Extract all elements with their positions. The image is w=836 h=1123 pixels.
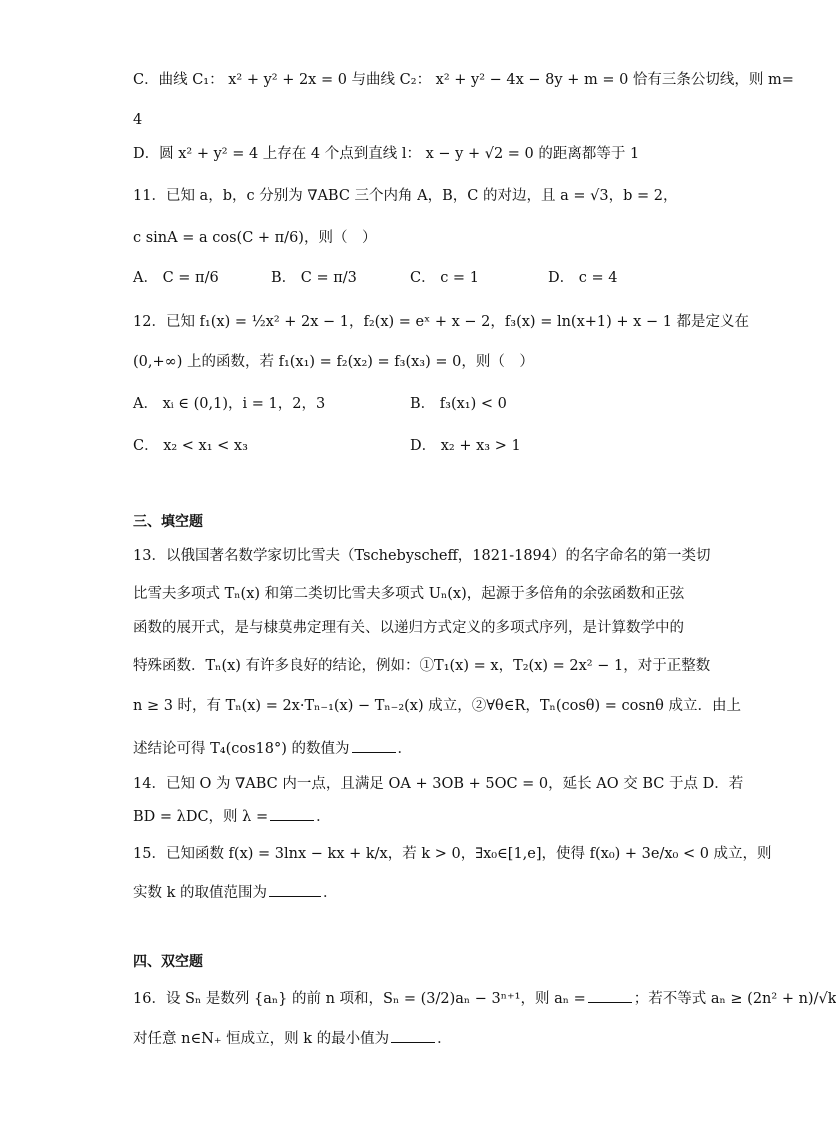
section-fill-in-heading: 三、填空题 [133, 514, 203, 530]
q10-option-c-line1: C．曲线 C₁： x² + y² + 2x = 0 与曲线 C₂： x² + y² − 4x − 8y + m = 0 恰有三条公切线，则 m= [133, 72, 794, 88]
q12-choice-d: D． x₂ + x₃ > 1 [410, 438, 521, 454]
q16-line1 [133, 988, 836, 1009]
q16-line2 [133, 1028, 734, 1049]
q16-line2-text: 对任意 n∈N₊ 恒成立，则 k 的最小值为 [133, 1031, 390, 1047]
q13-period: ． [397, 741, 413, 757]
q14-line2 [133, 806, 734, 827]
section-double-fill-heading: 四、双空题 [133, 954, 203, 970]
q13-answer-blank[interactable] [352, 738, 396, 753]
q14-answer-blank[interactable] [270, 806, 314, 821]
q15-line2-text: 实数 k 的取值范围为 [133, 885, 268, 901]
q13-line2: 比雪夫多项式 Tₙ(x) 和第二类切比雪夫多项式 Uₙ(x)，起源于多倍角的余弦函数和正弦 [133, 586, 685, 602]
q15-line1: 15．已知函数 f(x) = 3lnx − kx + k/x，若 k > 0，∃x₀∈[1,e]，使得 f(x₀) + 3e/x₀ < 0 成立，则 [133, 846, 772, 862]
q12-choice-a: A． xᵢ ∈ (0,1)，i = 1，2，3 [133, 396, 326, 412]
q14-period: ． [316, 809, 331, 825]
q12-choice-b: B． f₃(x₁) < 0 [410, 396, 507, 412]
q13-line3: 函数的展开式，是与棣莫弗定理有关、以递归方式定义的多项式序列，是计算数学中的 [133, 620, 684, 636]
q14-line1: 14．已知 O 为 ∇ABC 内一点，且满足 OA + 3OB + 5OC = 0，延长 AO 交 BC 于点 D．若 [133, 776, 744, 792]
q15-answer-blank[interactable] [269, 882, 321, 897]
q11-stem-line2: c sinA = a cos(C + π/6)，则（ ） [133, 230, 377, 246]
q13-line6 [133, 738, 734, 759]
q11-choice-b: B． C = π/3 [271, 270, 357, 286]
q15-line2 [133, 882, 734, 903]
q11-stem-line1: 11．已知 a，b，c 分别为 ∇ABC 三个内角 A，B，C 的对边，且 a = √3，b = 2， [133, 188, 678, 204]
q15-period: ． [323, 885, 338, 901]
q12-stem-line2: (0,+∞) 上的函数，若 f₁(x₁) = f₂(x₂) = f₃(x₃) = 0，则（ ） [133, 354, 534, 370]
q16-period: ． [437, 1031, 452, 1047]
q13-line5: n ≥ 3 时，有 Tₙ(x) = 2x·Tₙ₋₁(x) − Tₙ₋₂(x) 成立，②∀θ∈R，Tₙ(cosθ) = cosnθ 成立．由上 [133, 698, 741, 714]
q12-stem-line1: 12．已知 f₁(x) = ½x² + 2x − 1，f₂(x) = eˣ + x − 2，f₃(x) = ln(x+1) + x − 1 都是定义在 [133, 314, 750, 330]
q14-line2-text: BD = λDC，则 λ = [133, 809, 269, 825]
q13-line1: 13．以俄国著名数学家切比雪夫（Tschebyscheff，1821-1894）的名字命名的第一类切 [133, 548, 711, 564]
q11-choice-c: C． c = 1 [410, 270, 479, 286]
q11-choice-d: D． c = 4 [548, 270, 618, 286]
q16-answer-blank-2[interactable] [391, 1028, 435, 1043]
q16-line1-text-b: ；若不等式 aₙ ≥ (2n² + n)/√k [633, 991, 836, 1007]
q13-line6-text: 述结论可得 T₄(cos18°) 的数值为 [133, 741, 350, 757]
q16-answer-blank-1[interactable] [588, 988, 632, 1003]
q10-option-d: D．圆 x² + y² = 4 上存在 4 个点到直线 l： x − y + √2 = 0 的距离都等于 1 [133, 146, 640, 162]
q16-line1-text: 16．设 Sₙ 是数列 {aₙ} 的前 n 项和，Sₙ = (3/2)aₙ − 3ⁿ⁺¹，则 aₙ = [133, 991, 586, 1007]
q11-choice-a: A． C = π/6 [133, 270, 219, 286]
q13-line4: 特殊函数．Tₙ(x) 有许多良好的结论，例如：①T₁(x) = x，T₂(x) = 2x² − 1，对于正整数 [133, 658, 711, 674]
q12-choice-c: C． x₂ < x₁ < x₃ [133, 438, 248, 454]
q10-option-c-line2: 4 [133, 112, 143, 128]
